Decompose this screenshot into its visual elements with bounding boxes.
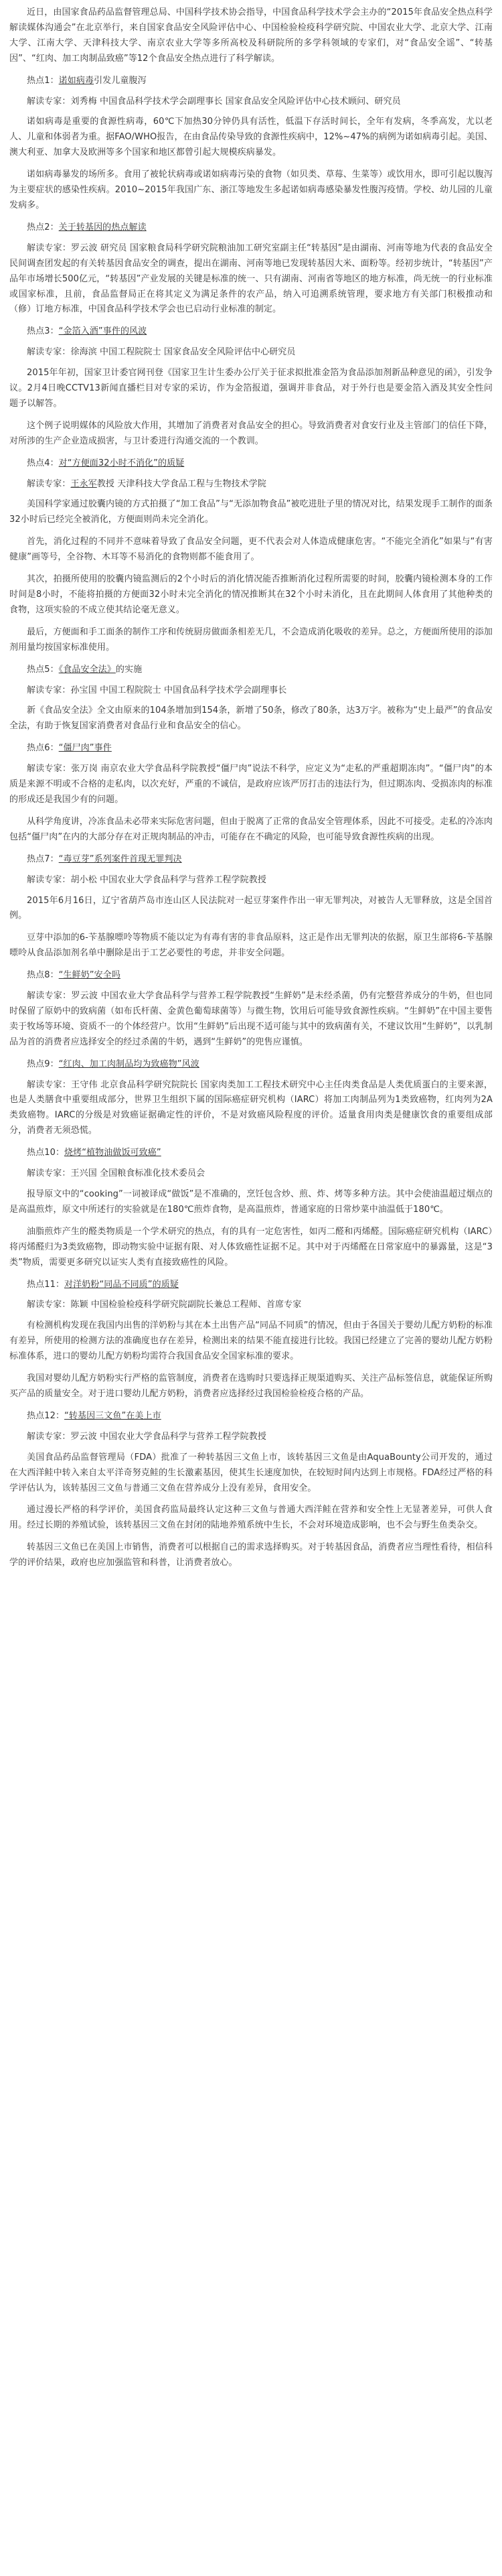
section-heading [9, 1430, 493, 1445]
article-paragraph: 有检测机构发现在我国内出售的洋奶粉与其在本土出售产品“同品不同质”的情况，但由于各国关于婴幼儿配方奶粉的标准有差异，所使用的检测方法的准确度也存在差异，检测出来的结果不能直接进行比较。我国已经建立了完善的婴幼儿配方奶粉标准体系，进口的婴幼儿配方奶粉均需符合我国食品安全国家标准的要求。 [9, 1320, 493, 1362]
keyword-link[interactable]: “生鲜奶”安全吗 [58, 970, 120, 981]
heading-prefix: 热点3： [27, 326, 59, 337]
article-paragraph: 我国对婴幼儿配方奶粉实行严格的监管制度，消费者在选购时只要选择正规渠道购买、关注产品标签信息，就能保证所购买产品的质量安全。对于进口婴幼儿配方奶粉，消费者应选择经过我国检验检疫合格的产品。 [9, 1373, 493, 1399]
heading-prefix: 解读专家：孙宝国 中国工程院院士 中国食品科学技术学会副理事长 [27, 685, 287, 695]
heading-prefix: 热点5： [27, 664, 59, 675]
section-heading [9, 741, 493, 756]
section-heading [9, 324, 493, 340]
section-heading [9, 852, 493, 868]
section-heading [9, 477, 493, 492]
heading-prefix: 热点8： [27, 970, 59, 981]
heading-prefix: 解读专家：王兴国 全国粮食标准化技术委员会 [27, 1168, 205, 1179]
article-paragraph: 2015年年初，国家卫计委官网刊登《国家卫生计生委办公厅关于征求拟批准金箔为食品添加剂新品种意见的函》，引发争议。2月4日晚CCTV13新闻直播栏目对专家的采访，作为金箔报道，强调并非食品，对于外行也是要金箔入酒及其安全性问题予以解答。 [9, 368, 493, 409]
section-heading [9, 1166, 493, 1182]
heading-suffix: 引发儿童腹泻 [94, 75, 147, 86]
keyword-link[interactable]: “转基因三文鱼”在美上市 [64, 1410, 161, 1421]
section-heading [9, 1146, 493, 1161]
keyword-link[interactable]: 对洋奶粉“同品不同质”的质疑 [64, 1279, 179, 1290]
keyword-link[interactable]: “毒豆芽”系列案件首现无罪判决 [58, 854, 182, 864]
section-heading [9, 456, 493, 472]
article-paragraph: 报导原文中的“cooking”一词被译成“做饭”是不准确的，烹饪包含炒、煎、炸、烤等多种方法。其中会使油温超过烟点的是高温煎炸，原文中所述行的实验就是在180℃煎炸食物，是高温煎炸，普通家庭的日常炒菜中油温低于180℃。 [9, 1189, 493, 1215]
article-paragraph: 从科学角度讲，冷冻食品未必带来实际危害问题，但由于脱离了正常的食品安全管理体系，因此不可接受。走私的冷冻肉包括“僵尸肉”在内的大部分存在对正规肉制品的冲击，可能存在不确定的风险，也可能导致食源性疾病的出现。 [9, 816, 493, 842]
heading-prefix: 解读专家：罗云波 中国农业大学食品科学与营养工程学院教授 [27, 1431, 266, 1442]
article-paragraph: 2015年6月16日，辽宁省葫芦岛市连山区人民法院对一起豆芽案件作出一审无罪判决，对被告人无罪释放，这是全国首例。 [9, 895, 493, 921]
article-paragraph: 美国食品药品监督管理局（FDA）批准了一种转基因三文鱼上市，该转基因三文鱼是由AquaBounty公司开发的，通过在大西洋鲑中转入来自太平洋奇努克鲑的生长激素基因，使其生长速度加快，在较短时间内达到上市规格。FDA经过严格的科学评估认为，该转基因三文鱼与普通三文鱼在营养成分上没有差异，食用安全。 [9, 1452, 493, 1493]
article-paragraph: 解读专家：张万岗 南京农业大学食品科学院教授“僵尸肉”说法不科学，应定义为“走私的严重超期冻肉”。“僵尸肉”的本质是来源不明或不合格的走私肉，以次充好，严重的不诚信，是政府应该严厉打击的违法行为，但过期冻肉、受损冻肉的标准的形成还是我国少有的问题。 [9, 764, 493, 805]
heading-suffix: 的实施 [115, 664, 143, 675]
section-heading [9, 1409, 493, 1424]
article-paragraph: 解读专家：王守伟 北京食品科学研究院院长 国家肉类加工工程技术研究中心主任肉类食品是人类优质蛋白的主要来源，也是人类膳食中重要组成部分，世界卫生组织下属的国际癌症研究机构（IARC）将加工肉制品列为1类致癌物，红肉列为2A类致癌物。IARC的分级是对致癌证据确定性的评价，不是对致癌风险程度的评价。适量食用肉类是健康饮食的重要组成部分，消费者无须恐慌。 [9, 1079, 493, 1136]
section-heading [9, 1298, 493, 1313]
heading-prefix: 解读专家：刘秀梅 中国食品科学技术学会副理事长 国家食品安全风险评估中心技术顾问、研究员 [27, 96, 401, 107]
heading-prefix: 解读专家：徐海滨 中国工程院院士 国家食品安全风险评估中心研究员 [27, 347, 296, 358]
article-paragraph: 美国科学家通过胶囊内镜的方式拍摄了“加工食品”与“无添加物食品”被吃进肚子里的情况对比，结果发现手工制作的面条32小时后已经完全被消化，方便面则尚未完全消化。 [9, 499, 493, 525]
heading-prefix: 热点4： [27, 458, 59, 468]
section-heading [9, 94, 493, 110]
article-paragraph: 这个例子说明媒体的风险放大作用，其增加了消费者对食品安全的担心。导致消费者对食安行业及主管部门的信任下降，对所涉的生产企业造成损害，与卫计委进行沟通交流的一个教训。 [9, 420, 493, 446]
article-paragraph: 油脂煎炸产生的醛类物质是一个学术研究的热点，有的具有一定危害性，如丙二醛和丙烯醛。国际癌症研究机构（IARC）将丙烯醛归为3类致癌物，即动物实验中证据有限、对人体致癌性证据不足。其中对于丙烯醛在日常家庭中的暴露量，这是“3类”物质，需要更多研究以证实人类有直接致癌性的风险。 [9, 1226, 493, 1268]
article-paragraph: 解读专家：罗云波 研究员 国家粮食局科学研究院粮油加工研究室副主任“转基因”是由湖南、河南等地为代表的食品安全民间调查团发起的有关转基因食品安全的调查，提出在湖南、河南等地已发现转基因大米、面粉等。经初步统计，“转基因”产品年市场增长500亿元，“转基因”产业发展的关键是标准的统一、只有湖南、河南省等地区的地方标准，尚无统一的行业标准或国家标准，且前，食品监督局正在将其定义为满足条件的农产品，纳入可追溯系统管理，要求地方有关部门积极推动和（修）订地方标准，中国食品科学技术学会也已启动行业标准的制定。 [9, 243, 493, 315]
heading-prefix: 热点6： [27, 743, 59, 754]
article-paragraph: 其次，拍摄所使用的胶囊内镜监测后的2个小时后的消化情况能否推断消化过程所需要的时间，胶囊内镜检测本身的工作时间是8小时，不能将拍摄的方便面32小时未完全消化的情况推断其在32个小时未消化，且在此期间人体食用了其他种类的食物，这项实验的不成立使其结论毫无意义。 [9, 574, 493, 615]
keyword-link[interactable]: “红肉、加工肉制品均为致癌物”风波 [58, 1059, 199, 1069]
heading-prefix: 热点7： [27, 854, 59, 864]
keyword-link[interactable]: 诺如病毒 [58, 75, 94, 86]
heading-prefix: 热点9： [27, 1059, 59, 1069]
article-paragraph: 新《食品安全法》全文由原来的104条增加到154条，新增了50条，修改了80条，达3万字。被称为“史上最严”的食品安全法，有助于恢复国家消费者对食品行业和食品安全的信心。 [9, 705, 493, 732]
heading-prefix: 热点1： [27, 75, 59, 86]
heading-prefix: 热点11： [27, 1279, 65, 1290]
article-paragraph: 豆芽中添加的6-苄基腺嘌呤等物质不能以定为有毒有害的非食品原料，这正是作出无罪判决的依据，原卫生部将6-苄基腺嘌呤从食品添加剂名单中删除是出于工艺必要性的考虑，并非安全问题。 [9, 933, 493, 959]
heading-prefix: 解读专家： [27, 478, 71, 489]
heading-prefix: 热点2： [27, 222, 59, 232]
heading-suffix: 教授 天津科技大学食品工程与生物技术学院 [96, 478, 266, 489]
section-heading [9, 345, 493, 360]
section-heading [9, 873, 493, 888]
article-paragraph: 首先，消化过程的不同并不意味着导致了食品安全问题，更不代表会对人体造成健康危害。“不能完全消化”如果与“有害健康”画等号，全谷物、木耳等不易消化的食物则都不能食用了。 [9, 537, 493, 563]
keyword-link[interactable]: “金箔入酒”事件的风波 [58, 326, 147, 337]
article-paragraph: 诺如病毒是重要的食源性病毒，60℃下加热30分钟仍具有活性，低温下存活时间长，全年有发病，冬季高发，尤以老人、儿童和体弱者为重。据FAO/WHO报告，在由食品传染导致的食源性疾病中，12%~47%的病例为诺如病毒引起。美国、澳大利亚、加拿大及欧洲等多个国家和地区都曾引起大规模疾病暴发。 [9, 117, 493, 158]
article-paragraph: 解读专家：罗云波 中国农业大学食品科学与营养工程学院教授“生鲜奶”是未经杀菌，仍有完整营养成分的牛奶，但也同时保留了原奶中的致病菌（如布氏杆菌、金黄色葡萄球菌等）与微生物，饮用后可能导致食源性疾病。“生鲜奶”在中国主要售卖于牧场等环境、资质不一的个体经营户。饮用“生鲜奶”后出现不适可能与其中的致病菌有关，不建议饮用“生鲜奶”，以乳制品为首的消费者应选择安全的经过杀菌的牛奶，遇到“生鲜奶”的兜售应谨慎。 [9, 991, 493, 1047]
keyword-link[interactable]: 烧烤“植物油做饭可致癌” [64, 1148, 161, 1158]
section-heading [9, 968, 493, 984]
keyword-link[interactable]: 对“方便面32小时不消化”的质疑 [58, 458, 185, 468]
heading-prefix: 解读专家：陈颖 中国检验检疫科学研究院副院长兼总工程师、首席专家 [27, 1300, 302, 1310]
article-paragraph: 诺如病毒暴发的场所多。食用了被轮状病毒或诺如病毒污染的食物（如贝类、草莓、生菜等）或饮用水，即可引起以腹泻为主要症状的感染性疾病。2010~2015年我国广东、浙江等地发生多起诺如病毒感染暴发性腹泻疫情。学校、幼儿园的儿童发病多。 [9, 170, 493, 210]
keyword-link[interactable]: 关于转基因的热点解读 [58, 222, 147, 232]
section-heading [9, 74, 493, 89]
heading-prefix: 解读专家：胡小松 中国农业大学食品科学与营养工程学院教授 [27, 874, 266, 885]
article-paragraph: 通过漫长严格的科学评价，美国食药监局最终认定这种三文鱼与普通大西洋鲑在营养和安全性上无显著差异，可供人食用。经过长期的养殖试验，该转基因三文鱼在封闭的陆地养殖系统中生长，不会对环境造成影响，也不会与野生鱼类杂交。 [9, 1505, 493, 1531]
section-heading [9, 220, 493, 236]
heading-prefix: 热点12： [27, 1410, 65, 1421]
article-paragraph: 近日，由国家食品药品监督管理总局、中国科学技术协会指导，中国食品科学技术学会主办的“2015年食品安全热点科学解读媒体沟通会”在北京举行，来自国家食品安全风险评估中心、中国检验检疫科学研究院、中国农业大学、北京大学、江南大学、江南大学、天津科技大学、南京农业大学等多所高校及科研院所的多学科领域的专家们，对“食品安全谣”、“转基因”、“红肉、加工肉制品致癌”等12个食品安全热点进行了科学解读。 [9, 7, 493, 64]
section-heading [9, 663, 493, 678]
section-heading [9, 683, 493, 699]
section-heading [9, 1278, 493, 1293]
keyword-link[interactable]: 王永军 [70, 478, 97, 489]
heading-prefix: 热点10： [27, 1148, 65, 1158]
article-paragraph: 转基因三文鱼已在美国上市销售，消费者可以根据自己的需求选择购买。对于转基因食品，消费者应当理性看待，相信科学的评价结果，政府也应加强监管和科普，让消费者放心。 [9, 1542, 493, 1568]
keyword-link[interactable]: “僵尸肉”事件 [58, 743, 112, 754]
article-paragraph: 最后，方便面和手工面条的制作工序和传统厨房做面条相差无几，不会造成消化吸收的差异。总之，方便面所使用的添加剂用量均按国家标准使用。 [9, 626, 493, 653]
keyword-link[interactable]: 《食品安全法》 [58, 664, 116, 675]
section-heading [9, 1057, 493, 1073]
